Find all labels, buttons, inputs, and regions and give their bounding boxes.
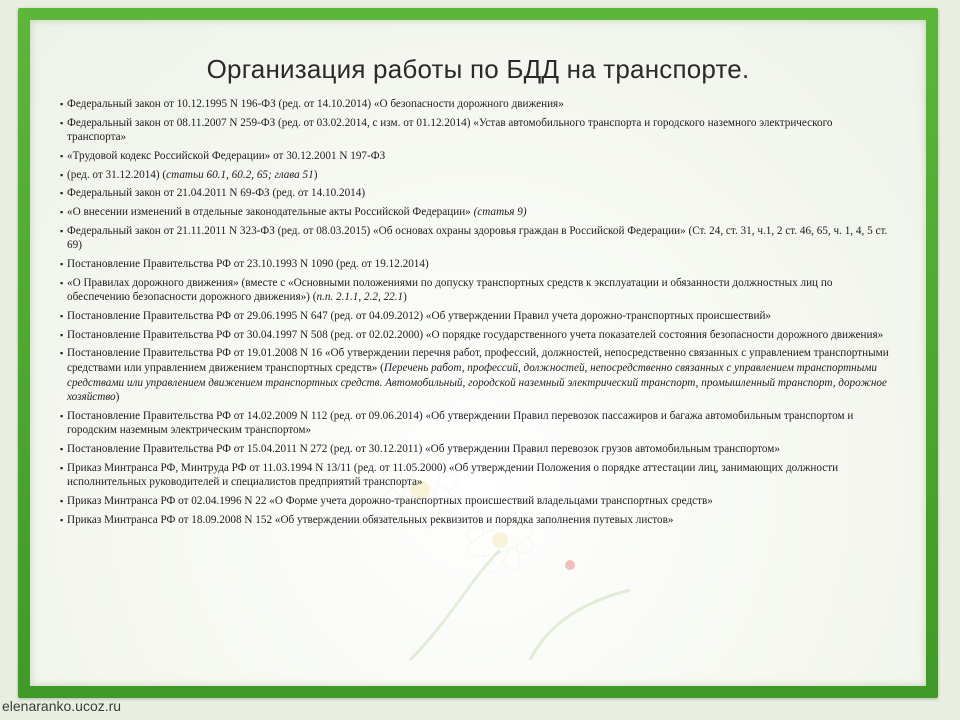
bullet-icon: ▪ [60,188,64,199]
bullet-icon: ▪ [60,496,64,507]
list-item-italic-ref: Перечень работ, профессий, должностей, непосредственно связанных с управлением транспортными средствами или управлением движением транспортных средств. Автомобильный, городской наземный электрический транспорт, промышленный транспорт, дорожное хозяйство [67,361,887,404]
list-item [60,346,892,404]
bullet-icon: ▪ [60,169,64,180]
bullet-icon: ▪ [60,329,64,340]
list-item-tail: ) [313,168,318,181]
list-item-italic-ref: статьи 60.1, 60.2, 65; глава 51 [166,168,314,181]
list-item [60,328,892,343]
bullet-icon: ▪ [60,348,64,359]
bullet-icon: ▪ [60,150,64,161]
bullet-icon: ▪ [60,462,64,473]
bullet-icon: ▪ [60,117,64,128]
list-item [60,168,892,183]
list-item [60,513,892,528]
list-item-text: Приказ Минтранса РФ, Минтруда РФ от 11.03.1994 N 13/11 (ред. от 11.05.2000) «Об утверждении Положения о порядке аттестации лиц, занимающих должности исполнительных руководителей и специалистов предприятий транспорта» [67,461,839,489]
legal-acts-list [60,97,892,531]
list-item [60,309,892,324]
list-item-italic-ref: п.п. 2.1.1, 2.2, 22.1 [316,291,404,304]
list-item [60,116,892,145]
list-item [60,257,892,272]
list-item-italic-ref: (статья 9) [473,206,527,219]
list-item-text: Федеральный закон от 21.04.2011 N 69-ФЗ (ред. от 14.10.2014) [67,187,366,200]
list-item-text: (ред. от 31.12.2014) ( [67,168,167,181]
list-item-text: Федеральный закон от 21.11.2011 N 323-ФЗ (ред. от 08.03.2015) «Об основах охраны здоровья граждан в Российской Федерации» (Ст. 24, ст. 31, ч.1, 2 ст. 46, 65, ч. 1, 4, 5 ст. 69) [67,224,888,252]
list-item [60,224,892,253]
bullet-icon: ▪ [60,225,64,236]
bullet-icon: ▪ [60,310,64,321]
list-item-tail: ) [115,391,120,404]
list-item [60,276,892,305]
list-item-text: Постановление Правительства РФ от 23.10.1993 N 1090 (ред. от 19.12.2014) [67,258,429,270]
list-item [60,409,892,438]
list-item-text: Федеральный закон от 08.11.2007 N 259-ФЗ (ред. от 03.02.2014, с изм. от 01.12.2014) «Устав автомобильного транспорта и городского наземного электрического транспорта» [67,116,833,144]
list-item [60,461,892,490]
bullet-icon: ▪ [60,207,64,218]
site-footer: elenaranko.ucoz.ru [2,698,122,714]
bullet-icon: ▪ [60,99,64,109]
list-item [60,149,892,164]
list-item [60,494,892,509]
list-item-text: Приказ Минтранса РФ от 02.04.1996 N 22 «О Форме учета дорожно-транспортных происшествий владельцами транспортных средств» [67,495,713,508]
bullet-icon: ▪ [60,277,64,288]
list-item-text: Постановление Правительства РФ от 29.06.1995 N 647 (ред. от 04.09.2012) «Об утверждении Правил учета дорожно-транспортных происшествий» [67,309,772,322]
list-item-tail: ) [403,291,407,304]
list-item-text: Федеральный закон от 10.12.1995 N 196-ФЗ (ред. от 14.10.2014) «О безопасности дорожного движения» [67,98,564,110]
slide-panel [30,20,926,686]
bullet-icon: ▪ [60,514,64,525]
list-item [60,97,892,112]
list-item [60,442,892,457]
list-item-text: Постановление Правительства РФ от 30.04.1997 N 508 (ред. от 02.02.2000) «О порядке государственного учета показателей состояния безопасности дорожного движения» [67,328,884,341]
bullet-icon: ▪ [60,410,64,421]
list-item-text: «О внесении изменений в отдельные законодательные акты Российской Федерации» [67,206,474,219]
list-item-text: Приказ Минтранса РФ от 18.09.2008 N 152 «Об утверждении обязательных реквизитов и порядка заполнения путевых листов» [67,513,674,526]
bullet-icon: ▪ [60,444,64,455]
list-item [60,186,892,201]
list-item-text: Постановление Правительства РФ от 15.04.2011 N 272 (ред. от 30.12.2011) «Об утверждении Правил перевозок грузов автомобильным транспортом» [67,443,780,456]
list-item-text: Постановление Правительства РФ от 14.02.2009 N 112 (ред. от 09.06.2014) «Об утверждении Правил перевозок пассажиров и багажа автомобильным транспортом и городским наземным электрическим транспортом» [67,409,854,437]
list-item [60,205,892,220]
list-item-text: Постановление Правительства РФ от 19.01.2008 N 16 «Об утверждении перечня работ, профессий, должностей, непосредственно связанных с управлением транспортными средствами или управлением движением транспортных средств» ( [67,347,889,374]
slide-title: Организация работы по БДД на транспорте. [206,54,750,84]
bullet-icon: ▪ [60,259,64,269]
list-item-text: «Трудовой кодекс Российской Федерации» от 30.12.2001 N 197-ФЗ [67,149,386,162]
list-item-text: «О Правилах дорожного движения» (вместе с «Основными положениями по допуску транспортных средств к эксплуатации и обязанности должностных лиц по обеспечению безопасности дорожного движения») ( [67,276,833,304]
